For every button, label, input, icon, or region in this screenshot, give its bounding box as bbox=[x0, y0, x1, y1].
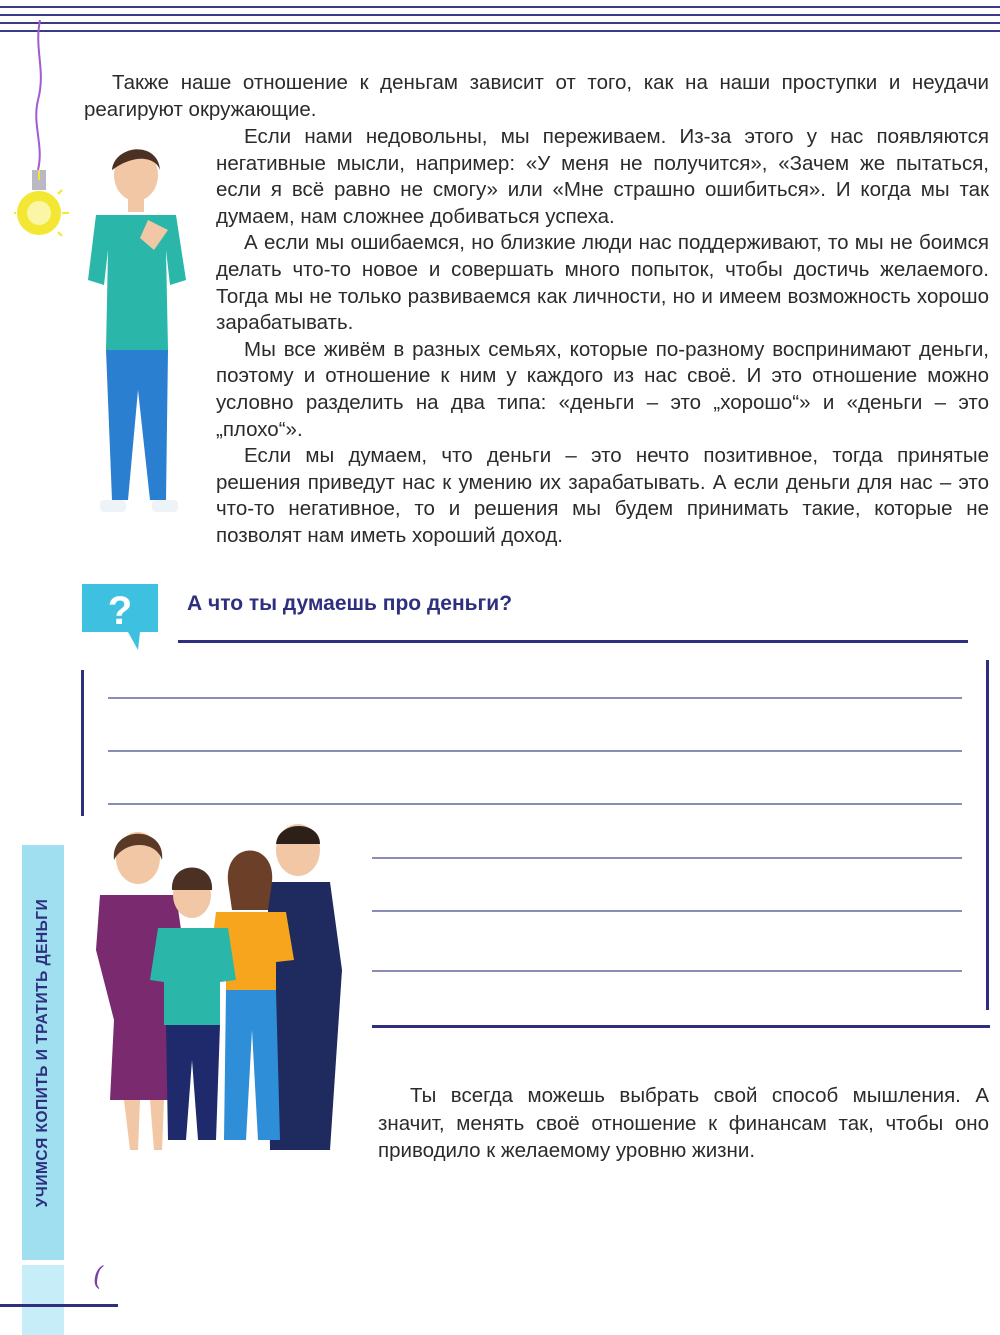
paragraph-3: А если мы ошибаемся, но близкие люди нас поддерживают, то мы не боимся делать что-то новое и совершать много попыток, чтобы достичь желаемого. Тогда мы не только развиваемся как личности, но и имеем возможность хорошо зарабатывать. bbox=[216, 231, 989, 335]
answer-line-3[interactable] bbox=[108, 803, 962, 805]
closing-paragraph bbox=[378, 1082, 989, 1165]
paragraph-1: Также наше отношение к деньгам зависит от того, как на наши проступки и неудачи реагируют окружающие. bbox=[84, 71, 989, 121]
thinking-man-illustration bbox=[78, 140, 198, 540]
side-tab-strip bbox=[22, 1265, 64, 1335]
top-decorative-rules bbox=[0, 0, 1000, 40]
paragraph-5: Если мы думаем, что деньги – это нечто позитивное, тогда принятые решения приведут нас к умению их зарабатывать. А если деньги для нас – это что-то негативное, то и решения мы будем принимать такие, которые не позволят нам иметь хороший доход. bbox=[216, 444, 989, 547]
answer-line-2[interactable] bbox=[108, 750, 962, 752]
answer-frame-bottom bbox=[372, 1025, 990, 1028]
page-mark: ( bbox=[93, 1262, 104, 1292]
answer-frame-left bbox=[81, 670, 84, 816]
paragraph-4: Мы все живём в разных семьях, которые по-разному воспринимают деньги, поэтому и отношение к ним у каждого из нас своё. И это отношение можно условно разделить на два типа: «деньги – это „хорошо“» и «деньги – это „плохо“». bbox=[216, 337, 989, 441]
answer-frame-right bbox=[986, 660, 989, 1010]
intro-paragraph bbox=[84, 70, 989, 123]
section-side-tab bbox=[22, 845, 64, 1260]
answer-frame-top bbox=[178, 640, 968, 643]
bottom-rule bbox=[0, 1304, 118, 1307]
section-label: УЧИМСЯ КОПИТЬ И ТРАТИТЬ ДЕНЬГИ bbox=[34, 898, 51, 1207]
answer-line-6[interactable] bbox=[372, 970, 962, 972]
light-bulb-icon bbox=[14, 20, 74, 240]
answer-line-1[interactable] bbox=[108, 697, 962, 699]
family-illustration bbox=[80, 820, 360, 1170]
svg-text:?: ? bbox=[107, 589, 133, 633]
question-bubble-icon bbox=[80, 582, 160, 654]
closing-text: Ты всегда можешь выбрать свой способ мышления. А значит, менять своё отношение к финансам так, чтобы оно приводило к желаемому уровню жизни. bbox=[378, 1084, 989, 1162]
answer-line-4[interactable] bbox=[372, 857, 962, 859]
main-text-column bbox=[216, 124, 989, 550]
paragraph-2: Если нами недовольны, мы переживаем. Из-за этого у нас появляются негативные мысли, например: «У меня не получится», «Зачем же пытаться, если я всё равно не смогу» или «Мне страшно ошибиться». И когда мы так думаем, нам сложнее добиваться успеха. bbox=[216, 125, 989, 228]
answer-line-5[interactable] bbox=[372, 910, 962, 912]
question-heading: А что ты думаешь про деньги? bbox=[187, 592, 513, 615]
